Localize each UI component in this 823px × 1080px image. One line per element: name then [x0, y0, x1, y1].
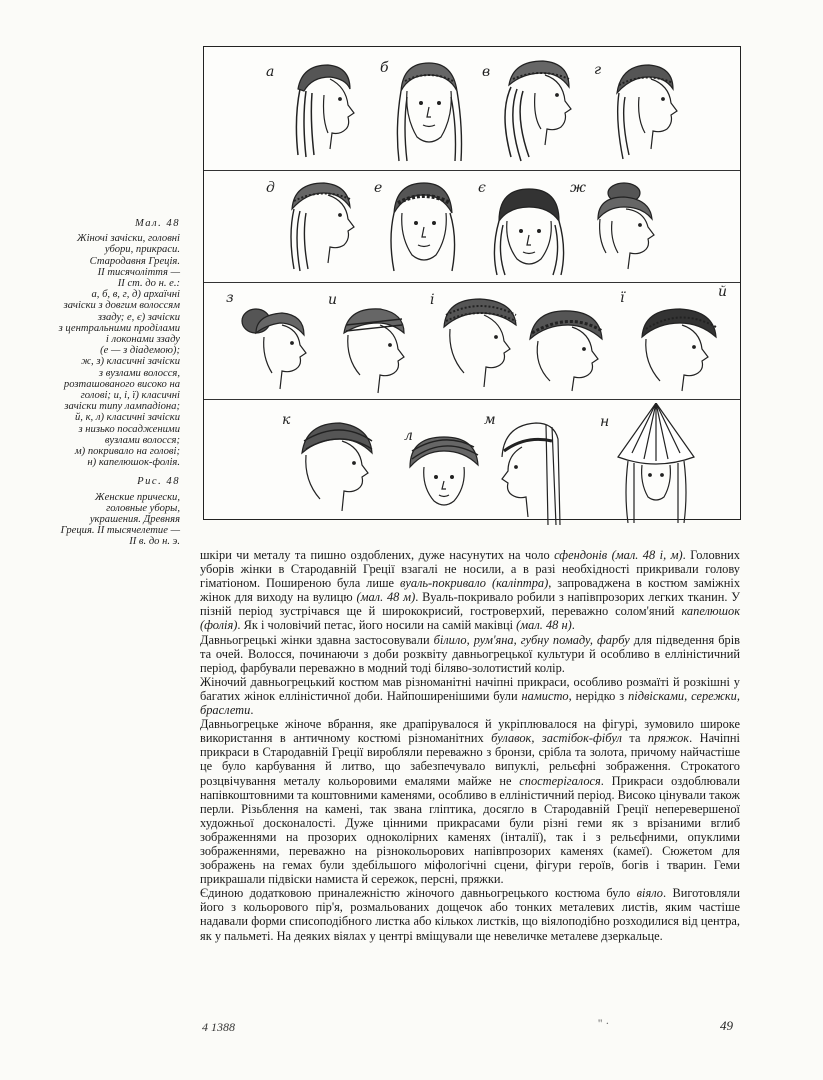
caption-line: Жіночі зачіски, головні	[76, 233, 180, 245]
italic-term: білило, рум'яна, губну помаду, фарбу	[433, 632, 630, 647]
caption-line: Греция. II тысячелетие —	[60, 525, 180, 537]
head-ye-illustration	[489, 185, 569, 281]
text-run: Давньогрецькі жінки здавна застосовували	[200, 632, 434, 647]
caption-ua-text	[30, 233, 180, 468]
head-b-illustration	[389, 57, 469, 167]
figure-plate	[203, 46, 741, 520]
italic-term: (мал. 48 н)	[516, 618, 572, 633]
caption-ru-title: Рис. 48	[137, 476, 180, 488]
figure-label: й	[718, 284, 728, 300]
text-run: Жіночий давньогрецький костюм мав різноманітні начіпні прикраси, особливо розмаїті й розкішні у багатих жінок елліністичної доби. Найпоширенішими були	[200, 674, 740, 703]
caption-line: зачіски типу лампадіона;	[64, 401, 180, 413]
text-run: , нерідко з	[568, 688, 629, 703]
paragraph	[200, 717, 740, 886]
head-j-illustration	[634, 301, 724, 395]
italic-term: намисто	[521, 688, 569, 703]
caption-line: II в. до н. э.	[129, 536, 180, 548]
head-d-illustration	[284, 179, 364, 279]
caption-ua-title: Мал. 48	[135, 218, 180, 229]
italic-term: віяло	[636, 886, 663, 901]
caption-line: убори, прикраси.	[104, 244, 180, 256]
italic-term: спостерігалося	[519, 773, 601, 788]
figure-label: е	[374, 180, 383, 196]
head-m-illustration	[496, 421, 576, 525]
caption-line: голові; и, і, ї) класичні	[80, 390, 180, 402]
text-run: та	[621, 731, 648, 746]
text-run: . Прикраси оздоблювали напівкоштовними та коштовними каменями, особливо в елліністичний період. Високо цінували також перли. Різьблення на камені, так звана гліптика, досягло в Стародавній Греції неперевершеної художньої досконалості. Дуже цінними прикрасами були різні геми як з врізаними вглиб зображеннями на прозорих одноколірних каменях (інталії), так і з рельєфними, опуклими зображеннями, переважно на різнокольорових напівпрозорих каменях (камеї). Сюжетом для зображень на гемах були здебільшого міфологічні сцени, фігури героїв, богів і тварин. Геми прикрашали підвіски намиста й сережок, персні, пряжки.	[200, 773, 740, 887]
text-run: , запроваджена в костюм заміжніх жінок для виходу на вулицю	[200, 576, 741, 605]
caption-line: з центральними проділами	[58, 322, 180, 334]
text-run: Єдиною додатковою приналежністю жіночого давньогрецького костюма було	[200, 886, 637, 901]
caption-line: н) капелюшок-фолія.	[87, 457, 180, 469]
band-divider	[204, 170, 740, 171]
head-l-illustration	[404, 428, 484, 521]
italic-term: капелюшок (фолія)	[200, 604, 740, 633]
head-n-illustration	[614, 403, 698, 523]
caption-line: головные уборы,	[106, 502, 180, 514]
printer-signature: 4 1388	[202, 1020, 235, 1034]
caption-line: ззаду; е, є) зачіски	[97, 311, 180, 323]
figure-label: є	[478, 180, 486, 196]
italic-term: булавок, застібок-фібул	[491, 731, 622, 746]
figure-label: к	[282, 412, 291, 428]
figure-label: и	[328, 292, 338, 308]
figure-caption	[30, 218, 180, 548]
page-number: 49	[720, 1018, 733, 1033]
caption-line: з вузлами волосся,	[98, 367, 180, 379]
head-v-illustration	[499, 57, 579, 167]
caption-line: а, б, в, г, д) архаїчні	[91, 289, 180, 301]
text-run: .	[250, 703, 254, 718]
head-i-illustration	[436, 295, 522, 399]
figure-label: ї	[620, 290, 625, 306]
caption-line: Стародавня Греція.	[89, 255, 180, 267]
caption-line: розташованого високо на	[63, 378, 180, 390]
text-run: . Як і чоловічий петас, його носили на самій маківці	[237, 618, 517, 633]
head-z-illustration	[234, 295, 316, 395]
article-body	[200, 548, 740, 943]
head-yi-illustration	[520, 299, 610, 393]
italic-term: сфендонів (мал. 48 і, м)	[554, 548, 683, 562]
text-run: Давньогрецьке жіноче вбрання, яке драпірувалося й укріплювалося на фігурі, зумовило широке використання в античному костюмі різноманітних	[200, 717, 740, 746]
text-run: . Головних уборів жінки в Стародавній Греції взагалі не носили, а в разі необхідності прикривали голову гіматіоном. Поширеною була лише	[200, 548, 740, 591]
italic-term: підвісками, сережки, браслети	[200, 688, 740, 718]
caption-line: (е — з діадемою);	[100, 345, 180, 357]
caption-ru-text	[30, 492, 180, 548]
figure-label: б	[380, 60, 389, 76]
text-run: . Виготовляли його з кольорового пір'я, розмальованих дощечок або тонких металевих листів, яким частіше надавали форми списоподібного листка або кількох листків, що віялоподібно розходилися від центра, як у пальметі. На деяких віялах у центрі вміщували ще невеличке металеве дзеркальце.	[200, 886, 741, 943]
caption-line: Женские прически,	[94, 491, 180, 503]
italic-term: вуаль-покривало (каліптра)	[399, 576, 549, 591]
print-mark: '' ·	[598, 1016, 610, 1030]
text-run: шкіри чи металу та пишно оздоблених, дуже насунутих на чоло	[200, 548, 555, 562]
figure-label: д	[266, 180, 275, 196]
figure-label: і	[430, 292, 435, 308]
italic-term: (мал. 48 м)	[356, 590, 416, 605]
head-a-illustration	[284, 59, 364, 167]
text-run: для підведення брів та очей. Волосся, починаючи з доби розквіту давньогрецької культури й особливо в елліністичний період, фарбували переважно в модний тоді біляво-золотистий колір.	[200, 632, 741, 675]
figure-label: л	[404, 428, 413, 444]
head-e-illustration	[384, 179, 464, 279]
paragraph	[200, 675, 740, 717]
figure-label: ж	[570, 180, 586, 196]
text-run: . Вуаль-покривало робили з напівпрозорих легких тканин. У пізній період зустрічався ще й ширококрисий, гостроверхий, переважно солом'яний	[200, 590, 740, 619]
caption-line: зачіски з довгим волоссям	[63, 300, 180, 312]
paragraph	[200, 548, 740, 633]
band-divider	[204, 282, 740, 283]
caption-line: м) покривало на голові;	[74, 446, 180, 458]
figure-label: г	[594, 62, 602, 78]
band-divider	[204, 399, 740, 400]
italic-term: пряжок	[647, 731, 690, 746]
figure-label: а	[266, 64, 275, 80]
figure-label: н	[600, 414, 610, 430]
caption-line: II тисячоліття —	[97, 266, 180, 278]
caption-line: з низько посадженими	[78, 423, 180, 435]
caption-line: II ст. до н. е.:	[117, 278, 180, 290]
paragraph	[200, 633, 740, 675]
caption-line: украшения. Древняя	[89, 514, 180, 526]
caption-line: і локонами ззаду	[105, 334, 180, 346]
figure-label: м	[484, 412, 496, 428]
caption-line: вузлами волосся;	[104, 434, 180, 446]
head-k-illustration	[296, 417, 380, 517]
head-g-illustration	[609, 59, 689, 167]
text-run: .	[571, 618, 575, 633]
caption-line: ж, з) класичні зачіски	[81, 356, 180, 368]
paragraph	[200, 886, 740, 942]
figure-label: з	[226, 290, 234, 306]
caption-line: й, к, л) класичні зачіски	[75, 412, 180, 424]
text-run: . Начіпні прикраси в Стародавній Греції виробляли переважно з бронзи, срібла та золота, причому найчастіше це було карбування й литво, що забезпечувало випуклі, рельєфні зображення. Строкатого розцвічування металу кольоровими емалями майже не	[200, 731, 741, 788]
head-zh-illustration	[584, 179, 666, 279]
figure-label: в	[482, 64, 491, 80]
head-y-illustration	[334, 303, 416, 399]
